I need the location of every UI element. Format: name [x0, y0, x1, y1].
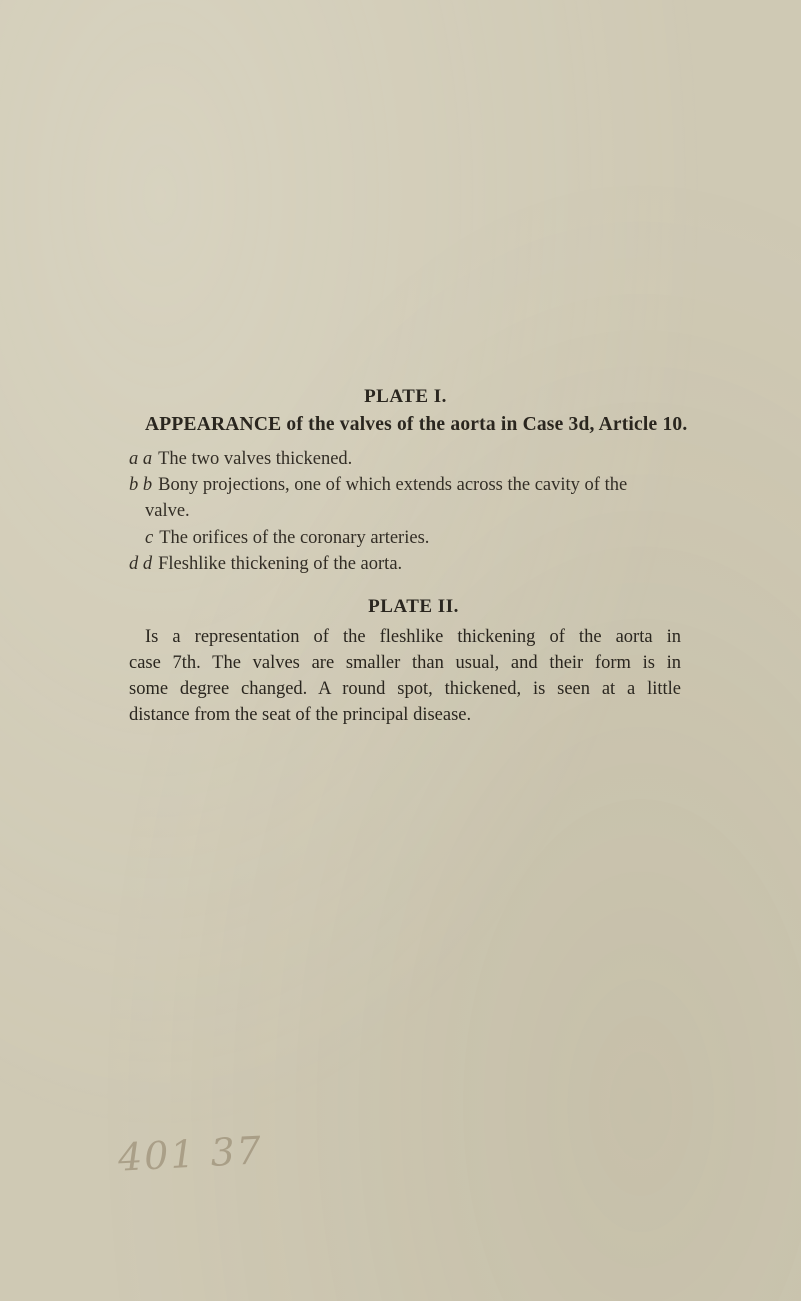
- plate-2-title: PLATE II.: [368, 596, 459, 617]
- plate-2-paragraph-line: distance from the seat of the principal disease.: [129, 705, 472, 725]
- plate-1-item: [129, 553, 402, 575]
- plate-1-item: [129, 448, 352, 470]
- item-text: valve.: [145, 501, 190, 521]
- item-key: d d: [129, 554, 153, 574]
- item-text: The orifices of the coronary arteries.: [159, 528, 430, 548]
- plate-1-title: PLATE I.: [364, 386, 447, 407]
- plate-2-paragraph-line: some degree changed. A round spot, thickened, is seen at a little: [129, 679, 681, 699]
- item-text: Fleshlike thickening of the aorta.: [158, 554, 403, 574]
- item-text: Bony projections, one of which extends across the cavity of the: [158, 475, 628, 495]
- item-key: c: [145, 528, 154, 548]
- plate-1-item: [129, 474, 627, 496]
- plate-1-heading: APPEARANCE of the valves of the aorta in Case 3d, Article 10.: [145, 414, 688, 435]
- library-stamp: 401 37: [116, 1128, 265, 1180]
- plate-2-paragraph-line: Is a representation of the fleshlike thickening of the aorta in: [145, 627, 681, 647]
- plate-2-paragraph-line: case 7th. The valves are smaller than usual, and their form is in: [129, 653, 681, 673]
- plate-1-item: [145, 527, 429, 549]
- item-text: The two valves thickened.: [158, 449, 353, 469]
- plate-1-item-continuation: [145, 500, 190, 522]
- item-key: a a: [129, 449, 153, 469]
- item-key: b b: [129, 475, 153, 495]
